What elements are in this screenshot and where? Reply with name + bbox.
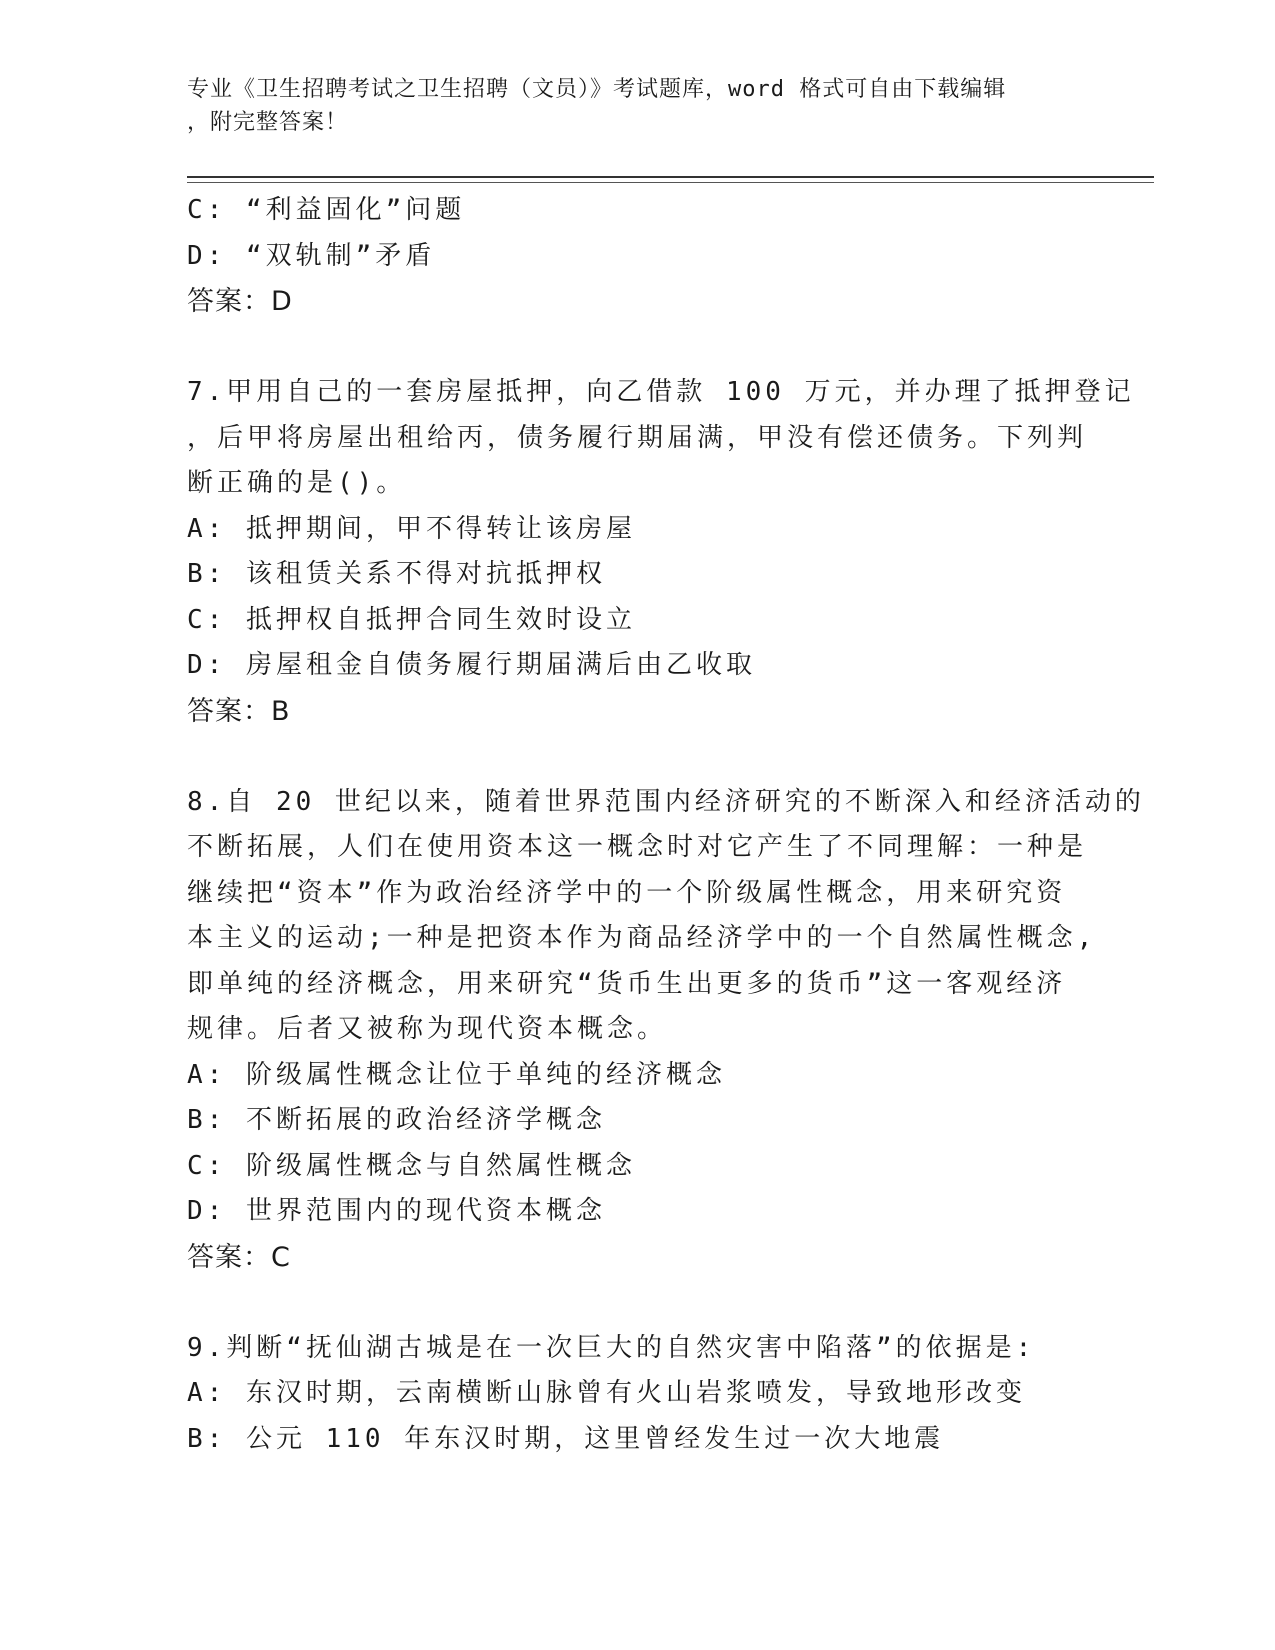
question-stem-line: 即单纯的经济概念，用来研究“货币生出更多的货币”这一客观经济 — [187, 968, 1067, 999]
question-stem-line: 断正确的是()。 — [187, 468, 407, 498]
option-d: D: 房屋租金自债务履行期届满后由乙收取 — [187, 650, 756, 680]
page-header — [187, 73, 1087, 139]
question-stem-line: 不断拓展，人们在使用资本这一概念时对它产生了不同理解：一种是 — [187, 832, 1088, 862]
question-9 — [187, 1326, 1087, 1463]
question-stem-line: 7.甲用自己的一套房屋抵押，向乙借款 100 万元，并办理了抵押登记 — [187, 377, 1135, 407]
document-body — [187, 188, 1145, 1462]
spacer — [187, 734, 1087, 780]
option-a: A: 抵押期间，甲不得转让该房屋 — [187, 513, 636, 544]
option-a: A: 阶级属性概念让位于单纯的经济概念 — [187, 1059, 726, 1090]
question-stem-line: 9.判断“抚仙湖古城是在一次巨大的自然灾害中陷落”的依据是: — [187, 1332, 1036, 1363]
question-stem-line: ，后甲将房屋出租给丙，债务履行期届满，甲没有偿还债务。下列判 — [187, 422, 1088, 453]
option-c: C: “利益固化”问题 — [187, 195, 466, 225]
option-a: A: 东汉时期，云南横断山脉曾有火山岩浆喷发，导致地形改变 — [187, 1378, 1026, 1408]
option-c: C: 抵押权自抵押合同生效时设立 — [187, 604, 636, 635]
question-stem-line: 规律。后者又被称为现代资本概念。 — [187, 1014, 668, 1044]
option-b: B: 公元 110 年东汉时期，这里曾经发生过一次大地震 — [187, 1423, 945, 1454]
header-divider-thick — [187, 176, 1154, 178]
question-stem-line: 本主义的运动;一种是把资本作为商品经济学中的一个自然属性概念, — [187, 923, 1097, 953]
header-divider-thin — [187, 182, 1154, 183]
question-stem-line: 8.自 20 世纪以来，随着世界范围内经济研究的不断深入和经济活动的 — [187, 786, 1145, 817]
spacer — [187, 1280, 1087, 1326]
question-7 — [187, 370, 1135, 734]
option-d: D: “双轨制”矛盾 — [187, 240, 436, 271]
header-line-1: 专业《卫生招聘考试之卫生招聘（文员）》考试题库，word 格式可自由下载编辑 — [187, 77, 1007, 102]
question-8 — [187, 780, 1145, 1281]
option-b: B: 该租赁关系不得对抗抵押权 — [187, 559, 606, 589]
option-b: B: 不断拓展的政治经济学概念 — [187, 1105, 606, 1135]
spacer — [187, 325, 1087, 371]
answer-line: 答案：B — [187, 695, 291, 727]
option-d: D: 世界范围内的现代资本概念 — [187, 1196, 606, 1226]
answer-line: 答案：C — [187, 1241, 291, 1273]
option-c: C: 阶级属性概念与自然属性概念 — [187, 1150, 636, 1181]
answer-line: 答案：D — [187, 286, 293, 317]
header-line-2: ，附完整答案！ — [187, 110, 349, 135]
question-6-tail — [187, 188, 1087, 325]
question-stem-line: 继续把“资本”作为政治经济学中的一个阶级属性概念，用来研究资 — [187, 877, 1067, 908]
